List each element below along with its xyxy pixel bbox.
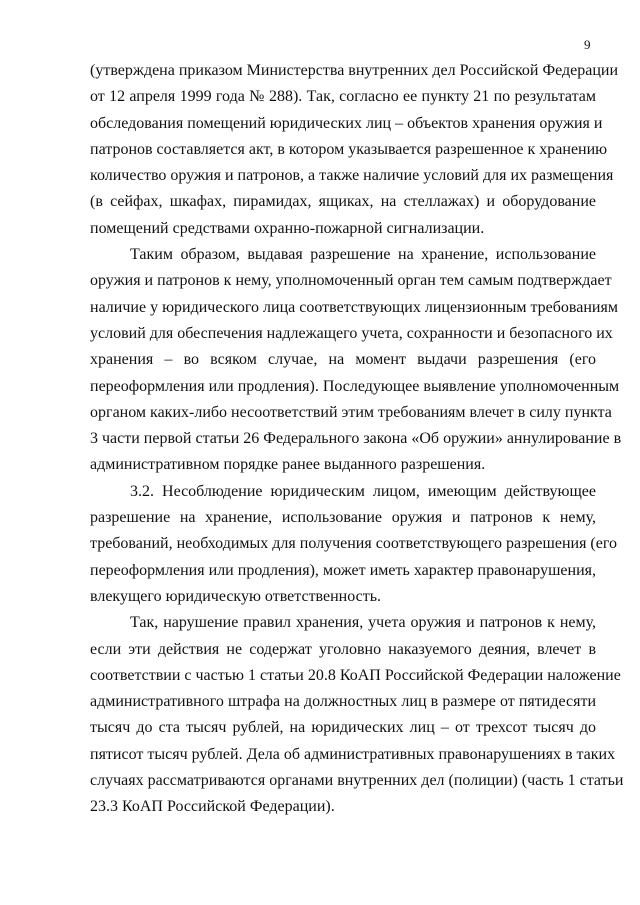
text-line: оружия и патронов к нему, уполномоченный орган тем самым подтверждает [90, 272, 612, 290]
text-line: условий для обеспечения надлежащего учета, сохранности и безопасного их [90, 324, 613, 342]
document-body [90, 58, 624, 821]
text-line: патронов составляется акт, в котором указывается разрешенное к хранению [90, 140, 608, 158]
text-line: требований, необходимых для получения соответствующего разрешения (его [90, 535, 618, 553]
text-line: Таким образом, выдавая разрешение на хранение, использование [130, 246, 596, 264]
text-line: 3 части первой статьи 26 Федерального закона «Об оружии» аннулирование в [90, 430, 622, 448]
text-line: Так, нарушение правил хранения, учета оружия и патронов к нему, [130, 614, 596, 632]
text-line: количество оружия и патронов, а также наличие условий для их размещения [90, 167, 614, 185]
text-line: если эти действия не содержат уголовно наказуемого деяния, влечет в [90, 640, 596, 658]
text-line: административного штрафа на должностных лиц в размере от пятидесяти [90, 693, 596, 711]
text-line: переоформления или продления). Последующее выявление уполномоченным [90, 377, 620, 395]
text-line: случаях рассматриваются органами внутренних дел (полиции) (часть 1 статьи [90, 772, 624, 790]
text-line: 3.2. Несоблюдение юридическим лицом, имеющим действующее [130, 482, 596, 500]
text-line: переоформления или продления), может иметь характер правонарушения, [90, 561, 596, 579]
text-line: наличие у юридического лица соответствующих лицензионным требованиям [90, 298, 618, 316]
text-line: хранения – во всяком случае, на момент выдачи разрешения (его [90, 351, 596, 369]
text-line: разрешение на хранение, использование оружия и патронов к нему, [90, 509, 596, 527]
text-line: 23.3 КоАП Российской Федерации). [90, 798, 335, 816]
text-line: соответствии с частью 1 статьи 20.8 КоАП Российской Федерации наложение [90, 666, 621, 684]
text-line: обследования помещений юридических лиц – объектов хранения оружия и [90, 114, 603, 132]
text-line: помещений средствами охранно-пожарной сигнализации. [90, 219, 485, 237]
text-line: тысяч до ста тысяч рублей, на юридических лиц – от трехсот тысяч до [90, 719, 596, 737]
text-line: (утверждена приказом Министерства внутренних дел Российской Федерации [90, 62, 619, 79]
text-line: влекущего юридическую ответственность. [90, 587, 382, 605]
page-number: 9 [584, 37, 591, 52]
text-line: от 12 апреля 1999 года № 288). Так, согласно ее пункту 21 по результатам [90, 88, 596, 106]
text-line: административном порядке ранее выданного разрешения. [90, 456, 486, 474]
text-line: (в сейфах, шкафах, пирамидах, ящиках, на стеллажах) и оборудование [90, 193, 596, 211]
text-line: пятисот тысяч рублей. Дела об административных правонарушениях в таких [90, 745, 616, 763]
text-line: органом каких-либо несоответствий этим требованиям влечет в силу пункта [90, 403, 612, 421]
